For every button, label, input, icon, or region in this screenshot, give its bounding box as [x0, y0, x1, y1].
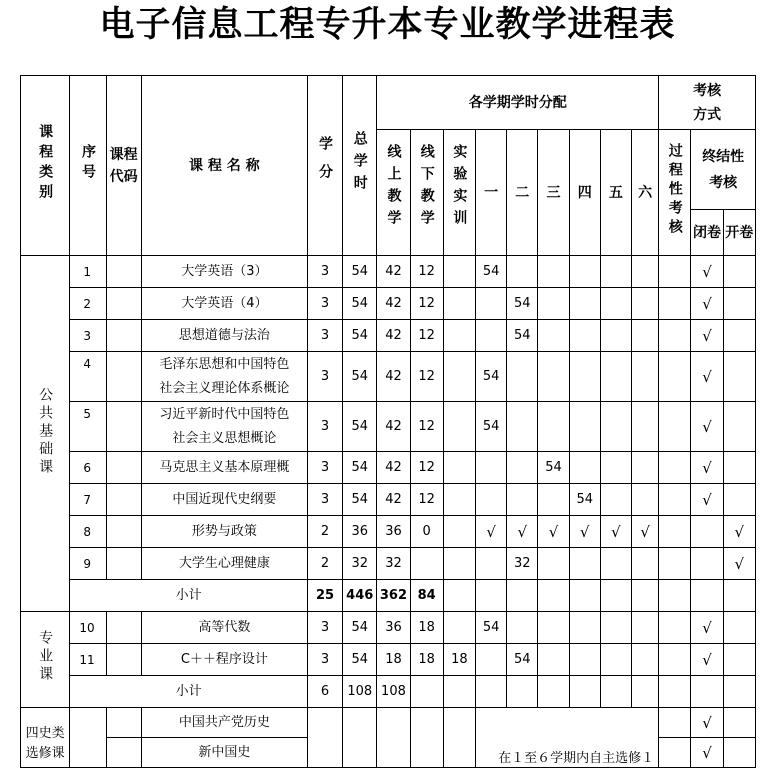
row-closed-check: √: [691, 612, 723, 644]
row-lab: [443, 612, 475, 644]
row-s4: [569, 402, 600, 452]
row-offline: 12: [410, 352, 443, 402]
row-s4: [569, 256, 600, 288]
row-closed-check: √: [691, 352, 723, 402]
row-s2: [507, 612, 538, 644]
row-offline: 0: [410, 516, 443, 548]
row-online: 42: [377, 484, 410, 516]
row-open-check: [723, 402, 755, 452]
row-credit: 3: [307, 288, 342, 320]
row-s1: 54: [476, 256, 507, 288]
row-lab: [443, 548, 475, 580]
header-credit: 学分: [307, 76, 342, 256]
subtotal-online: 108: [377, 676, 410, 708]
header-semester-1: 一: [476, 130, 507, 256]
row-code: [106, 256, 141, 288]
row-offline: 12: [410, 320, 443, 352]
row-open-check: √: [723, 516, 755, 548]
row-code: [106, 320, 141, 352]
row-name: C＋＋程序设计: [141, 644, 307, 676]
row-s6: √: [632, 516, 659, 548]
row-total: 54: [343, 256, 377, 288]
header-total-hours: 总学时: [343, 76, 377, 256]
row-seq: 9: [70, 548, 106, 580]
row-s3: [538, 644, 569, 676]
row-name: 习近平新时代中国特色 社会主义思想概论: [141, 402, 307, 452]
header-lab: 实验实训: [443, 130, 475, 256]
row-s3: √: [538, 516, 569, 548]
row-seq: 7: [70, 484, 106, 516]
row-s1: [476, 644, 507, 676]
subtotal-row: [21, 580, 756, 612]
subtotal-row: [21, 676, 756, 708]
row-name: 中国近现代史纲要: [141, 484, 307, 516]
row-seq: 5: [70, 402, 106, 452]
row-name: 大学英语（4）: [141, 288, 307, 320]
row-seq: 1: [70, 256, 106, 288]
row-credit: 2: [307, 516, 342, 548]
row-offline: 12: [410, 484, 443, 516]
table-row: [21, 516, 756, 548]
row-s3: 54: [538, 452, 569, 484]
row-code: [106, 484, 141, 516]
row-lab: [443, 256, 475, 288]
row-lab: 18: [443, 644, 475, 676]
row-total: 54: [343, 452, 377, 484]
row-s2: [507, 352, 538, 402]
row-total: 54: [343, 320, 377, 352]
row-s2: 54: [507, 288, 538, 320]
row-seq: [70, 708, 106, 768]
row-closed-check: [691, 548, 723, 580]
row-s2: [507, 402, 538, 452]
row-s6: [632, 484, 659, 516]
row-s3: [538, 256, 569, 288]
table-row: [21, 708, 756, 738]
row-credit: 3: [307, 452, 342, 484]
row-s6: [632, 256, 659, 288]
row-seq: 2: [70, 288, 106, 320]
row-name: 中国共产党历史: [141, 708, 307, 738]
row-offline: 12: [410, 452, 443, 484]
row-open-check: [723, 256, 755, 288]
row-s4: √: [569, 516, 600, 548]
row-online: 42: [377, 320, 410, 352]
row-credit: 3: [307, 612, 342, 644]
row-open-check: [723, 320, 755, 352]
row-total: 54: [343, 484, 377, 516]
row-open-check: [723, 352, 755, 402]
row-credit: 3: [307, 256, 342, 288]
row-process: [659, 548, 691, 580]
row-online: 32: [377, 548, 410, 580]
row-total: 54: [343, 288, 377, 320]
row-offline: 12: [410, 288, 443, 320]
subtotal-credit: 25: [307, 580, 342, 612]
row-name: 形势与政策: [141, 516, 307, 548]
row-lab: [443, 452, 475, 484]
header-code: 课程代码: [106, 76, 141, 256]
row-code: [106, 452, 141, 484]
row-process: [659, 352, 691, 402]
header-seq: 序号: [70, 76, 106, 256]
row-closed-check: √: [691, 738, 723, 768]
row-s3: [538, 484, 569, 516]
row-s3: [538, 352, 569, 402]
subtotal-credit: 6: [307, 676, 342, 708]
header-closed: 闭卷: [691, 210, 723, 256]
row-s6: [632, 288, 659, 320]
row-s3: [538, 548, 569, 580]
row-seq: 3: [70, 320, 106, 352]
row-s6: [632, 644, 659, 676]
row-s5: [600, 320, 631, 352]
row-process: [659, 484, 691, 516]
header-offline: 线下教学: [410, 130, 443, 256]
row-s2: 32: [507, 548, 538, 580]
table-row: [21, 402, 756, 452]
header-online: 线上教学: [377, 130, 410, 256]
row-credit: 3: [307, 644, 342, 676]
row-seq: 8: [70, 516, 106, 548]
row-name: 高等代数: [141, 612, 307, 644]
header-open: 开卷: [723, 210, 755, 256]
history-note: 在１至６学期内自主选修１: [476, 708, 659, 768]
header-semester-3: 三: [538, 130, 569, 256]
row-total: 54: [343, 402, 377, 452]
header-semester-2: 二: [507, 130, 538, 256]
row-s2: 54: [507, 644, 538, 676]
row-name: 马克思主义基本原理概: [141, 452, 307, 484]
header-category: 课程类别: [21, 76, 70, 256]
row-s4: [569, 644, 600, 676]
row-s5: [600, 484, 631, 516]
row-online: 42: [377, 256, 410, 288]
row-s5: [600, 644, 631, 676]
row-closed-check: √: [691, 484, 723, 516]
row-lab: [443, 402, 475, 452]
row-offline: [410, 548, 443, 580]
header-semester-6: 六: [632, 130, 659, 256]
subtotal-total: 108: [343, 676, 377, 708]
row-name: 大学英语（3）: [141, 256, 307, 288]
section-history: 四史类选修课: [21, 708, 70, 768]
row-process: [659, 402, 691, 452]
row-closed-check: √: [691, 320, 723, 352]
row-s4: [569, 612, 600, 644]
row-process: [659, 452, 691, 484]
row-open-check: [723, 612, 755, 644]
row-process: [659, 288, 691, 320]
header-semester-4: 四: [569, 130, 600, 256]
row-online: 42: [377, 288, 410, 320]
row-online: 18: [377, 644, 410, 676]
row-code: [106, 548, 141, 580]
row-s4: [569, 288, 600, 320]
row-s5: √: [600, 516, 631, 548]
row-process: [659, 612, 691, 644]
row-s1: 54: [476, 352, 507, 402]
row-s1: [476, 484, 507, 516]
table-row: [21, 256, 756, 288]
row-code: [106, 738, 141, 768]
header-semester-group: 各学期学时分配: [377, 76, 659, 130]
row-s6: [632, 612, 659, 644]
row-lab: [443, 288, 475, 320]
page-title: 电子信息工程专升本专业教学进程表: [99, 4, 676, 45]
header-semester-5: 五: [600, 130, 631, 256]
row-process: [659, 256, 691, 288]
table-row: [21, 612, 756, 644]
row-s3: [538, 402, 569, 452]
row-credit: 3: [307, 352, 342, 402]
row-s4: [569, 320, 600, 352]
teaching-schedule-table: [20, 75, 756, 768]
row-credit: 3: [307, 320, 342, 352]
row-s6: [632, 548, 659, 580]
row-closed-check: [691, 516, 723, 548]
row-credit: 3: [307, 402, 342, 452]
row-closed-check: √: [691, 452, 723, 484]
row-open-check: [723, 644, 755, 676]
table-row: [21, 352, 756, 402]
row-s1: [476, 320, 507, 352]
subtotal-label: 小计: [70, 580, 308, 612]
table-row: [21, 548, 756, 580]
header-process: 过程性考核: [659, 130, 691, 256]
header-assess-group: 考核方式: [659, 76, 756, 130]
header-course-name: 课 程 名 称: [141, 76, 307, 256]
row-closed-check: √: [691, 256, 723, 288]
row-s6: [632, 402, 659, 452]
row-code: [106, 352, 141, 402]
row-online: 36: [377, 612, 410, 644]
table-row: [21, 320, 756, 352]
row-s1: √: [476, 516, 507, 548]
row-closed-check: √: [691, 708, 723, 738]
row-s1: [476, 548, 507, 580]
row-s2: [507, 452, 538, 484]
row-s2: [507, 484, 538, 516]
row-online: 42: [377, 352, 410, 402]
row-s5: [600, 452, 631, 484]
row-s2: [507, 256, 538, 288]
row-closed-check: √: [691, 644, 723, 676]
row-total: 32: [343, 548, 377, 580]
subtotal-offline: 84: [410, 580, 443, 612]
row-code: [106, 516, 141, 548]
row-process: [659, 516, 691, 548]
row-process: [659, 320, 691, 352]
row-s4: [569, 452, 600, 484]
row-offline: 18: [410, 644, 443, 676]
row-lab: [443, 516, 475, 548]
row-offline: 18: [410, 612, 443, 644]
subtotal-total: 446: [343, 580, 377, 612]
row-s5: [600, 612, 631, 644]
row-name: 思想道德与法治: [141, 320, 307, 352]
row-offline: 12: [410, 402, 443, 452]
row-seq: 10: [70, 612, 106, 644]
row-name: 毛泽东思想和中国特色 社会主义理论体系概论: [141, 352, 307, 402]
row-open-check: [723, 452, 755, 484]
table-row: [21, 452, 756, 484]
subtotal-label: 小计: [70, 676, 308, 708]
row-s4: [569, 352, 600, 402]
row-lab: [443, 484, 475, 516]
row-seq: 11: [70, 644, 106, 676]
header-final: 终结性考核: [691, 130, 756, 210]
row-s2: √: [507, 516, 538, 548]
row-lab: [443, 320, 475, 352]
row-s1: [476, 452, 507, 484]
row-s6: [632, 320, 659, 352]
row-code: [106, 612, 141, 644]
row-name: 大学生心理健康: [141, 548, 307, 580]
row-s1: 54: [476, 612, 507, 644]
row-offline: 12: [410, 256, 443, 288]
row-s3: [538, 320, 569, 352]
row-process: [659, 644, 691, 676]
row-online: 42: [377, 452, 410, 484]
row-open-check: √: [723, 548, 755, 580]
row-online: 36: [377, 516, 410, 548]
row-code: [106, 402, 141, 452]
row-s1: [476, 288, 507, 320]
row-s5: [600, 352, 631, 402]
row-credit: 2: [307, 548, 342, 580]
row-total: 54: [343, 644, 377, 676]
row-total: 36: [343, 516, 377, 548]
row-open-check: [723, 288, 755, 320]
row-s3: [538, 288, 569, 320]
row-online: 42: [377, 402, 410, 452]
table-row: [21, 644, 756, 676]
row-s4: 54: [569, 484, 600, 516]
row-s6: [632, 452, 659, 484]
row-s1: 54: [476, 402, 507, 452]
row-lab: [443, 352, 475, 402]
row-seq: 4: [70, 352, 106, 402]
row-code: [106, 708, 141, 738]
row-s5: [600, 402, 631, 452]
row-open-check: [723, 484, 755, 516]
row-s5: [600, 548, 631, 580]
subtotal-online: 362: [377, 580, 410, 612]
row-closed-check: √: [691, 288, 723, 320]
row-s5: [600, 288, 631, 320]
section-public: 公共基础课: [21, 256, 70, 612]
row-s4: [569, 548, 600, 580]
section-major: 专业课: [21, 612, 70, 708]
row-s5: [600, 256, 631, 288]
row-total: 54: [343, 612, 377, 644]
row-closed-check: √: [691, 402, 723, 452]
row-s3: [538, 612, 569, 644]
row-s6: [632, 352, 659, 402]
row-name: 新中国史: [141, 738, 307, 768]
row-code: [106, 644, 141, 676]
row-code: [106, 288, 141, 320]
table-row: [21, 484, 756, 516]
row-total: 54: [343, 352, 377, 402]
table-row: [21, 288, 756, 320]
row-s2: 54: [507, 320, 538, 352]
row-credit: 3: [307, 484, 342, 516]
row-seq: 6: [70, 452, 106, 484]
